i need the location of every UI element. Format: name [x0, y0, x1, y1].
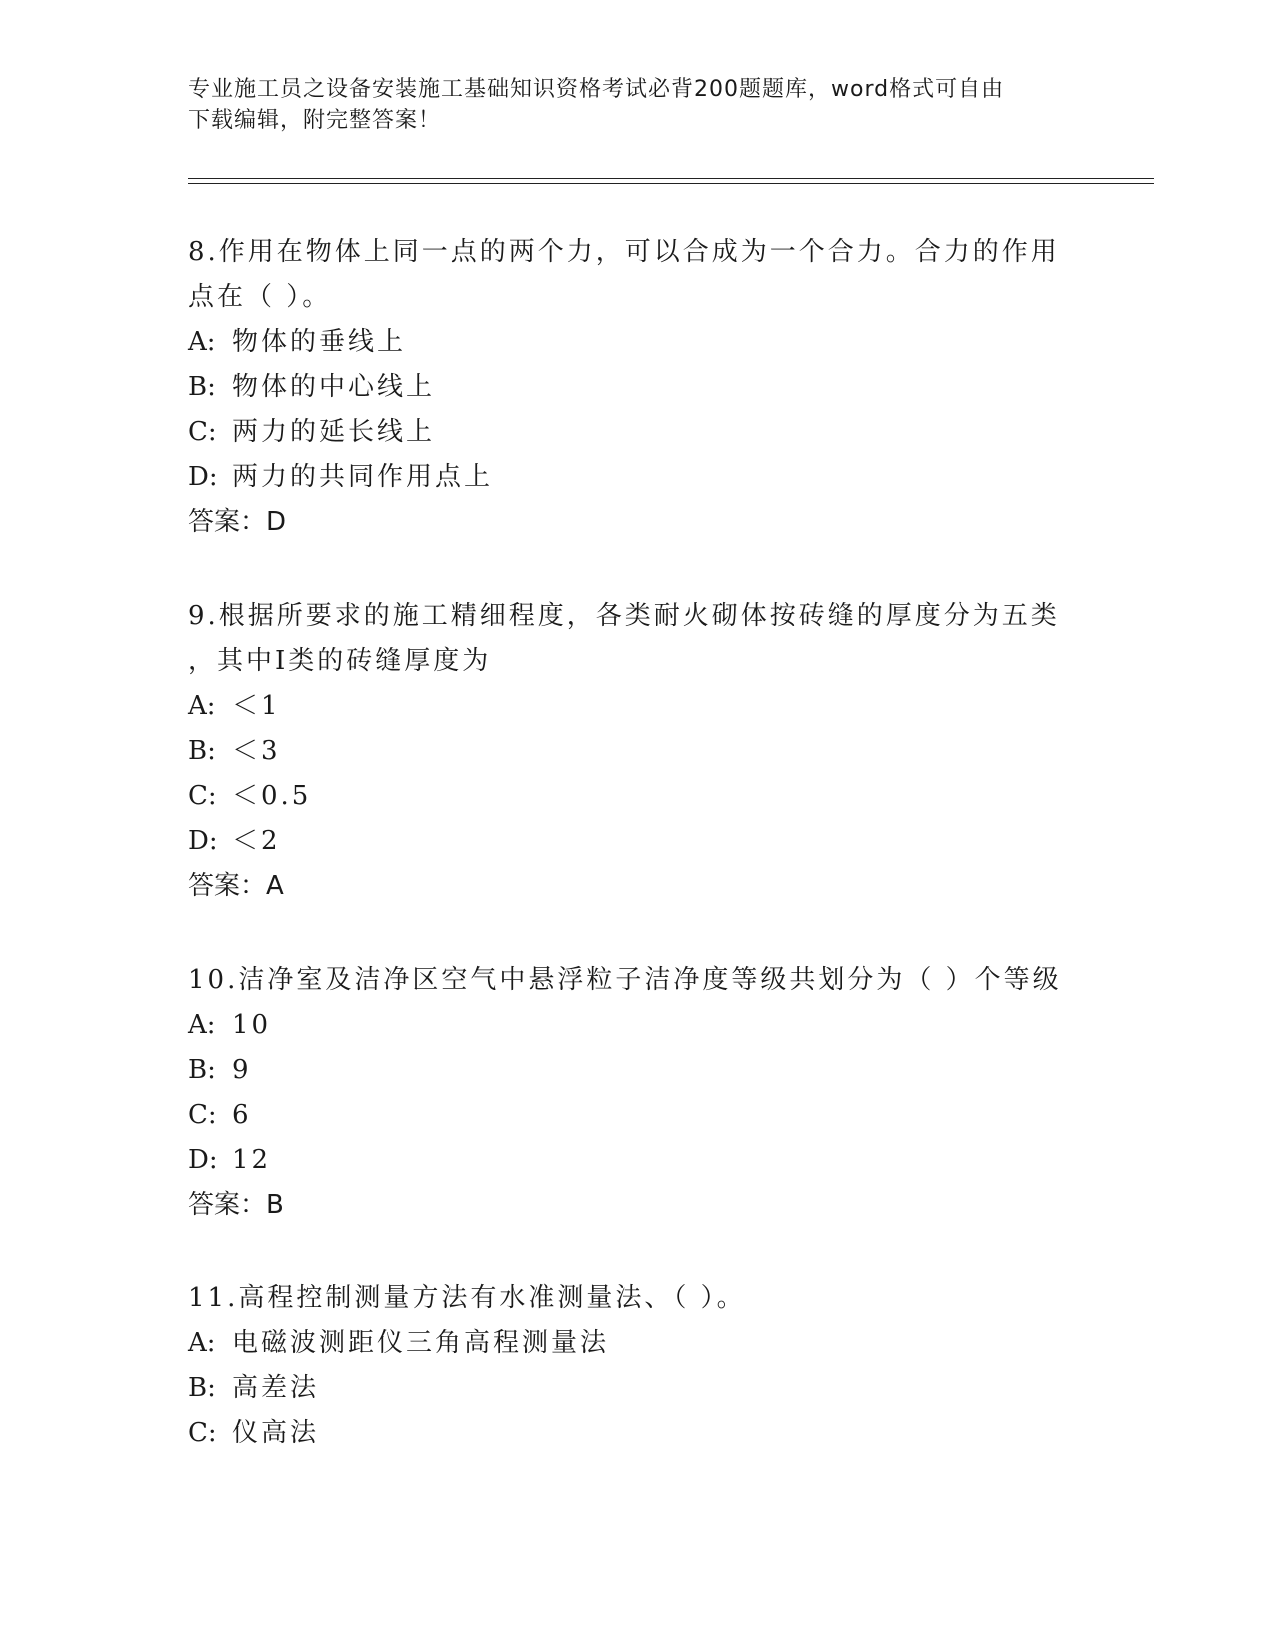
option-b	[188, 729, 1068, 774]
option-d	[188, 819, 1068, 864]
document-header	[188, 74, 1068, 136]
option-text: 高差法	[232, 1373, 320, 1403]
option-key: D:	[188, 826, 218, 856]
question-stem: 8.作用在物体上同一点的两个力，可以合成为一个合力。合力的作用	[188, 237, 1060, 267]
question-stem-continued: ，其中Ⅰ类的砖缝厚度为	[188, 646, 492, 676]
option-text: ＜1	[232, 691, 281, 721]
option-c	[188, 410, 1068, 455]
option-text: 仪高法	[232, 1418, 320, 1448]
answer-label: 答案：	[188, 1190, 267, 1220]
answer-label: 答案：	[188, 871, 267, 901]
option-key: A:	[188, 691, 216, 721]
option-key: B:	[188, 372, 216, 402]
option-text: ＜3	[232, 736, 281, 766]
option-key: C:	[188, 781, 217, 811]
question-stem: 9.根据所要求的施工精细程度，各类耐火砌体按砖缝的厚度分为五类	[188, 601, 1060, 631]
answer-value: A	[266, 871, 284, 901]
question-stem: 11.高程控制测量方法有水准测量法、（ ）。	[188, 1283, 746, 1313]
answer-line	[188, 864, 1068, 909]
answer-line	[188, 1183, 1068, 1228]
option-key: C:	[188, 1100, 217, 1130]
option-text: 物体的垂线上	[232, 327, 407, 357]
option-key: D:	[188, 462, 218, 492]
option-key: C:	[188, 1418, 217, 1448]
option-c	[188, 774, 1068, 819]
option-text: 两力的延长线上	[232, 417, 436, 447]
option-a	[188, 1321, 1068, 1366]
option-key: C:	[188, 417, 217, 447]
option-key: B:	[188, 736, 216, 766]
option-d	[188, 1138, 1068, 1183]
option-key: B:	[188, 1373, 216, 1403]
option-text: 9	[232, 1055, 252, 1085]
option-c	[188, 1093, 1068, 1138]
option-c	[188, 1411, 1068, 1456]
answer-line	[188, 500, 1068, 545]
option-a	[188, 320, 1068, 365]
header-divider-top	[188, 178, 1154, 179]
answer-label: 答案：	[188, 507, 267, 537]
option-text: 物体的中心线上	[232, 372, 436, 402]
option-text: 电磁波测距仪三角高程测量法	[232, 1328, 610, 1358]
option-a	[188, 684, 1068, 729]
question-11	[188, 1276, 1068, 1456]
option-key: A:	[188, 327, 216, 357]
header-line-1: 专业施工员之设备安装施工基础知识资格考试必背200题题库，word格式可自由	[188, 77, 1005, 102]
option-key: A:	[188, 1328, 216, 1358]
option-text: 两力的共同作用点上	[232, 462, 494, 492]
question-8	[188, 230, 1068, 545]
option-b	[188, 1366, 1068, 1411]
option-text: ＜2	[232, 826, 281, 856]
answer-value: B	[266, 1190, 284, 1220]
header-line-2: 下载编辑，附完整答案！	[188, 108, 442, 133]
option-key: A:	[188, 1010, 216, 1040]
question-9	[188, 594, 1068, 909]
option-d	[188, 455, 1068, 500]
option-key: D:	[188, 1145, 218, 1175]
answer-value: D	[266, 507, 287, 537]
option-key: B:	[188, 1055, 216, 1085]
option-text: 12	[232, 1145, 272, 1175]
question-stem-continued: 点在（ ）。	[188, 282, 332, 312]
option-b	[188, 1048, 1068, 1093]
option-text: 6	[232, 1100, 252, 1130]
option-text: 10	[232, 1010, 272, 1040]
question-10	[188, 958, 1068, 1228]
header-divider-bottom	[188, 183, 1154, 184]
option-a	[188, 1003, 1068, 1048]
option-text: ＜0.5	[232, 781, 312, 811]
question-stem: 10.洁净室及洁净区空气中悬浮粒子洁净度等级共划分为（ ）个等级	[188, 965, 1062, 995]
option-b	[188, 365, 1068, 410]
